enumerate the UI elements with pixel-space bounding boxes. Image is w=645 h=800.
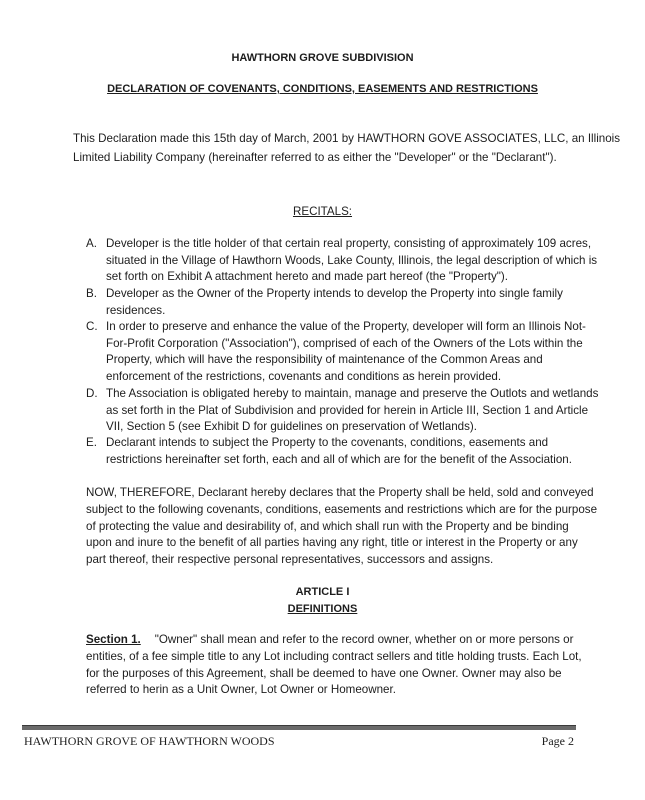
recital-line: enforcement of the restrictions, covenants and conditions as herein provided. (106, 369, 502, 383)
paragraph-line: upon and inure to the benefit of all parties having any right, title or interest in the Property or any (86, 536, 578, 549)
article-title: DEFINITIONS (287, 603, 358, 615)
intro-line: This Declaration made this 15th day of March, 2001 by HAWTHORN GOVE ASSOCIATES, LLC, an Illinois (73, 132, 621, 145)
section-1-text: "Owner" shall mean and refer to the record owner, whether on or more persons or (154, 633, 574, 646)
recitals-heading: RECITALS: (292, 205, 353, 218)
recital-line: VII, Section 5 (see Exhibit D for guidelines on preservation of Wetlands). (106, 420, 477, 434)
paragraph-line: entities, of a fee simple title to any Lot including contract sellers and title holding trusts. Each Lot, (86, 650, 582, 663)
recital-line: as set forth in the Plat of Subdivision and provided for herein in Article III, Section 1 and Article (106, 403, 589, 417)
document-title: HAWTHORN GROVE SUBDIVISION (231, 52, 414, 64)
paragraph-line: for the purposes of this Agreement, shall be deemed to have one Owner. Owner may also be (86, 667, 562, 680)
recital-letter: D. (86, 387, 98, 400)
recital-line: Developer as the Owner of the Property intends to develop the Property into single family (106, 287, 563, 300)
paragraph-line: subject to the following covenants, conditions, easements and restrictions which are for the purpose (86, 503, 598, 516)
recital-line: residences. (106, 303, 166, 317)
paragraph-line: NOW, THEREFORE, Declarant hereby declares that the Property shall be held, sold and conveyed (86, 486, 594, 499)
recital-letter: E. (86, 436, 97, 449)
paragraph-line: of protecting the value and desirability of, and which shall run with the Property and be binding (86, 520, 569, 533)
footer-divider (22, 725, 576, 730)
recital-line: restrictions hereinafter set forth, each and all of which are for the benefit of the Association. (106, 452, 572, 466)
recital-line: In order to preserve and enhance the value of the Property, developer will form an Illinois Not- (106, 320, 586, 333)
recital-letter: A. (86, 237, 97, 250)
recital-line: For-Profit Corporation ("Association"), comprised of each of the Owners of the Lots within the (106, 336, 583, 350)
footer-title: HAWTHORN GROVE OF HAWTHORN WOODS (24, 734, 275, 748)
page-number: Page 2 (541, 734, 574, 748)
intro-line: Limited Liability Company (hereinafter referred to as either the "Developer" or the "Declarant"). (73, 151, 557, 164)
paragraph-line: referred to herin as a Unit Owner, Lot Owner or Homeowner. (86, 683, 396, 696)
document-subtitle: DECLARATION OF COVENANTS, CONDITIONS, EASEMENTS AND RESTRICTIONS (107, 83, 538, 95)
section-1-label: Section 1. (86, 633, 141, 646)
recital-letter: B. (86, 287, 97, 300)
recital-line: situated in the Village of Hawthorn Woods, Lake County, Illinois, the legal description of which is (106, 253, 598, 267)
recital-line: The Association is obligated hereby to maintain, manage and preserve the Outlots and wetlands (106, 387, 599, 400)
section-1-first-line (86, 632, 574, 649)
paragraph-line: part thereof, their respective personal representatives, successors and assigns. (86, 553, 494, 566)
recital-letter: C. (86, 320, 98, 333)
recital-line: Developer is the title holder of that certain real property, consisting of approximately 109 acres, (106, 237, 592, 250)
recital-line: Declarant intends to subject the Property to the covenants, conditions, easements and (106, 436, 549, 449)
article-number: ARTICLE I (295, 586, 350, 598)
recital-line: set forth on Exhibit A attachment hereto and made part hereof (the "Property"). (106, 270, 508, 284)
recital-line: Property, which will have the responsibility of maintenance of the Common Areas and (106, 353, 543, 367)
